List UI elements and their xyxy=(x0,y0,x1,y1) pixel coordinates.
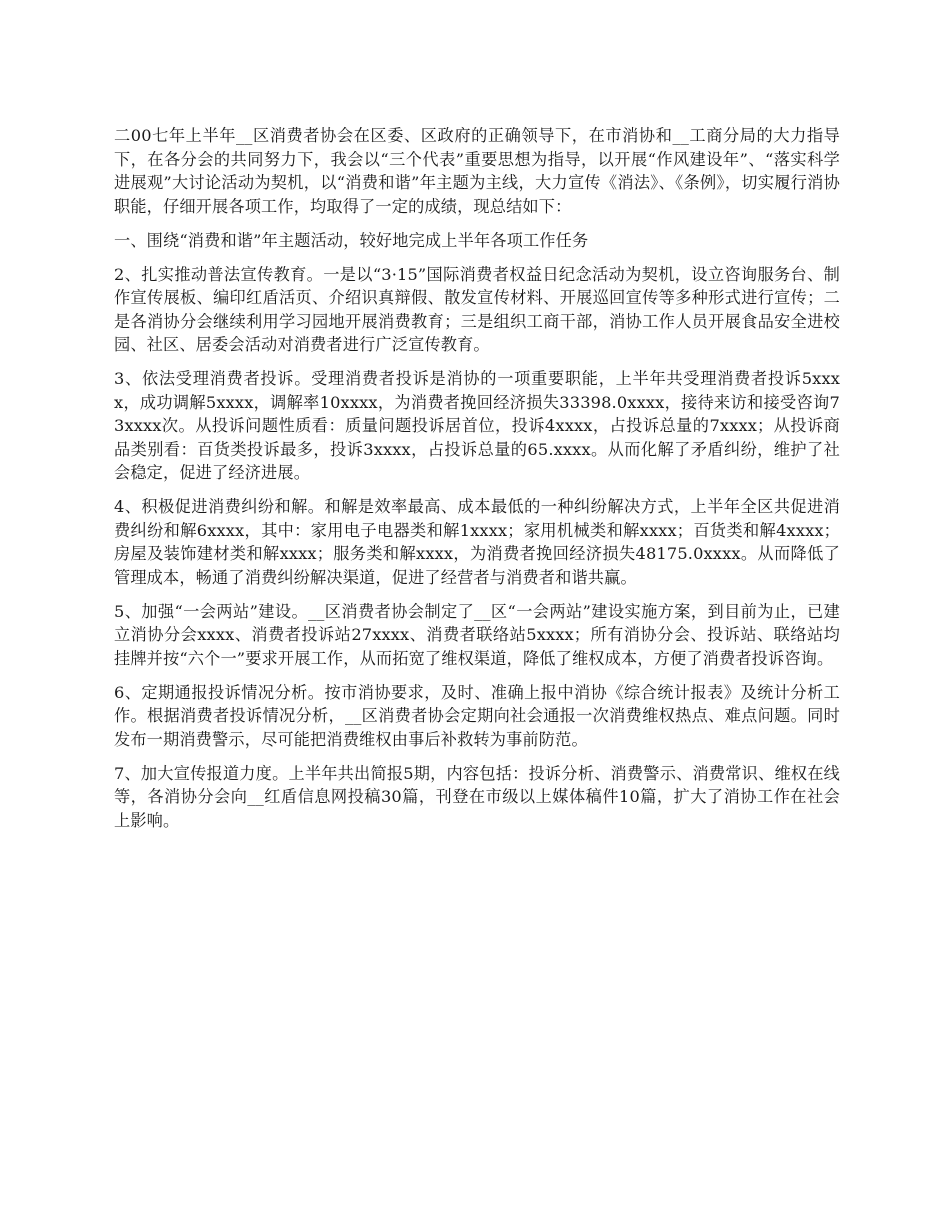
section-heading-1: 一、围绕“消费和谐”年主题活动，较好地完成上半年各项工作任务 xyxy=(114,230,589,250)
item-paragraph-7: 7、加大宣传报道力度。上半年共出简报5期，内容包括：投诉分析、消费警示、消费常识、维权在线等，各消协分会向__红盾信息网投稿30篇，刊登在市级以上媒体稿件10篇，扩大了消协工作在社会上影响。 xyxy=(114,763,840,830)
intro-paragraph: 二00七年上半年__区消费者协会在区委、区政府的正确领导下，在市消协和__工商分局的大力指导下，在各分会的共同努力下，我会以“三个代表”重要思想为指导，以开展“作风建设年”、“落实科学进展观”大讨论活动为契机，以“消费和谐”年主题为主线，大力宣传《消法》、《条例》，切实履行消协职能，仔细开展各项工作，均取得了一定的成绩，现总结如下： xyxy=(114,126,840,216)
document-body xyxy=(114,124,840,843)
item-paragraph-5: 5、加强“一会两站”建设。__区消费者协会制定了__区“一会两站”建设实施方案，到目前为止，已建立消协分会xxxx、消费者投诉站27xxxx、消费者联络站5xxxx；所有消协分会、投诉站、联络站均挂牌并按“六个一”要求开展工作，从而拓宽了维权渠道，降低了维权成本，方便了消费者投诉咨询。 xyxy=(114,601,840,668)
item-paragraph-2: 2、扎实推动普法宣传教育。一是以“3·15”国际消费者权益日纪念活动为契机，设立咨询服务台、制作宣传展板、编印红盾活页、介绍识真辩假、散发宣传材料、开展巡回宣传等多种形式进行宣传；二是各消协分会继续利用学习园地开展消费教育；三是组织工商干部，消协工作人员开展食品安全进校园、社区、居委会活动对消费者进行广泛宣传教育。 xyxy=(114,264,840,354)
item-paragraph-6: 6、定期通报投诉情况分析。按市消协要求，及时、准确上报中消协《综合统计报表》及统计分析工作。根据消费者投诉情况分析，__区消费者协会定期向社会通报一次消费维权热点、难点问题。同时发布一期消费警示，尽可能把消费维权由事后补救转为事前防范。 xyxy=(114,682,840,749)
item-paragraph-4: 4、积极促进消费纠纷和解。和解是效率最高、成本最低的一种纠纷解决方式，上半年全区共促进消费纠纷和解6xxxx，其中：家用电子电器类和解1xxxx；家用机械类和解xxxx；百货类和解4xxxx；房屋及装饰建材类和解xxxx；服务类和解xxxx，为消费者挽回经济损失48175.0xxxx。从而降低了管理成本，畅通了消费纠纷解决渠道，促进了经营者与消费者和谐共赢。 xyxy=(114,497,840,587)
item-paragraph-3: 3、依法受理消费者投诉。受理消费者投诉是消协的一项重要职能，上半年共受理消费者投诉5xxxx，成功调解5xxxx，调解率10xxxx，为消费者挽回经济损失33398.0xxxx，接待来访和接受咨询73xxxx次。从投诉问题性质看：质量问题投诉居首位，投诉4xxxx，占投诉总量的7xxxx；从投诉商品类别看：百货类投诉最多，投诉3xxxx，占投诉总量的65.xxxx。从而化解了矛盾纠纷，维护了社会稳定，促进了经济进展。 xyxy=(114,369,840,482)
